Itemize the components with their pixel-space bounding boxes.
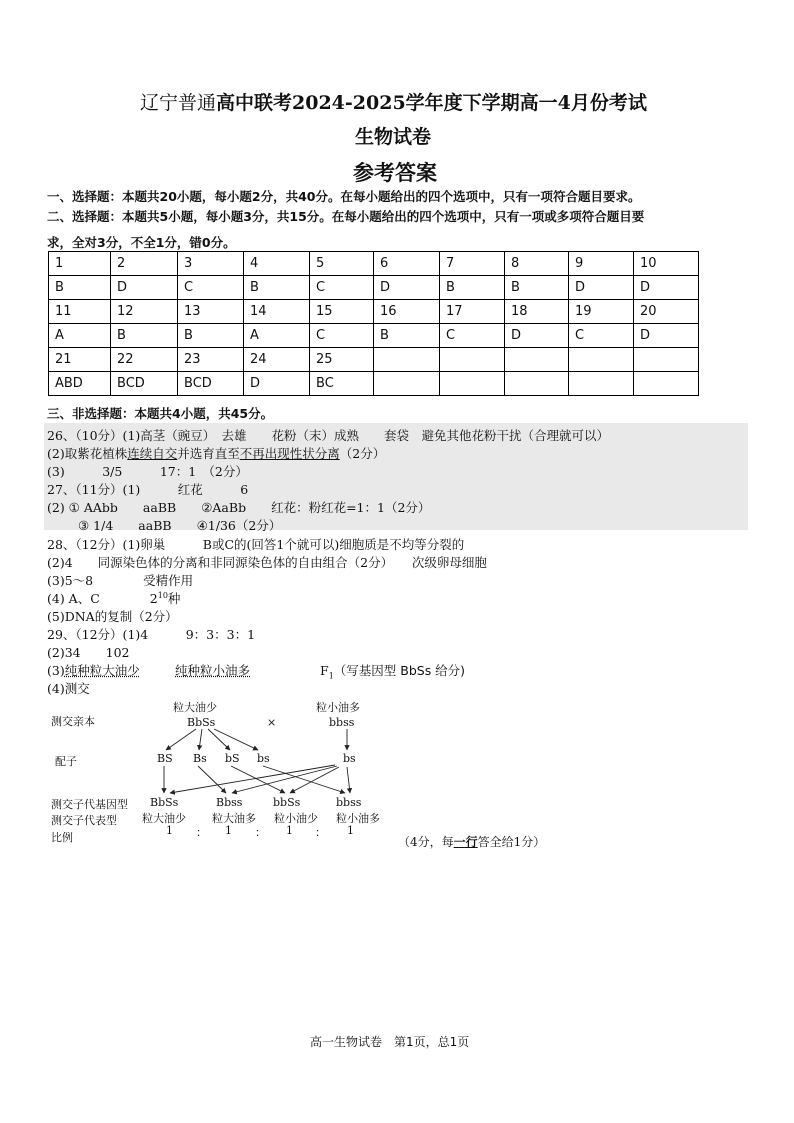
answer-table-cell: C: [310, 324, 374, 348]
page-footer: 高一生物试卷 第1页，总1页: [310, 1035, 470, 1049]
diagram-ratio-label: 比例: [51, 831, 73, 844]
answer-table-cell: 22: [111, 348, 178, 372]
q26-line3: (3) 3/5 17：1 （2分）: [47, 464, 248, 479]
section-2-heading-line2: 求，全对3分，不全1分，错0分。: [47, 235, 236, 250]
q29-line2: (2)34 102: [47, 645, 130, 660]
diagram-ratio: 1: [225, 824, 232, 837]
arrow-p1-to-bs: [214, 729, 258, 750]
answer-table-cell: ABD: [49, 372, 111, 396]
answer-table-cell: 23: [178, 348, 244, 372]
diagram-offspring-genotype: bbss: [336, 796, 362, 809]
q28-line3: (3)5～8 受精作用: [47, 573, 194, 588]
diagram-offspring-phenotype: 粒小油多: [336, 812, 380, 825]
answer-table-cell: 4: [244, 252, 310, 276]
answer-table-cell: B: [111, 324, 178, 348]
answer-table-cell: 20: [634, 300, 699, 324]
answer-table-cell: 18: [505, 300, 569, 324]
answer-table-cell: D: [569, 276, 634, 300]
diagram-gamete-label: 配子: [55, 755, 77, 768]
q26-underline-a: 连续自交: [127, 446, 178, 461]
answer-table-cell: A: [49, 324, 111, 348]
answer-table-cell: B: [505, 276, 569, 300]
q28-l4-exponent: 10: [157, 590, 168, 600]
answer-table-cell: BCD: [178, 372, 244, 396]
q29-note: （写基因型 BbSs 给分): [333, 663, 466, 678]
diagram-offspring-phenotype: 粒小油少: [274, 812, 318, 825]
answer-table-cell: BCD: [111, 372, 178, 396]
q26-text-c: 并选育直至: [177, 446, 240, 461]
diagram-ratio: 1: [347, 824, 354, 837]
q28-l4-text: (4) A、C 2: [47, 591, 158, 606]
q27-line1: 27、（11分）(1) 红花 6: [47, 482, 249, 497]
diagram-parent2-phenotype: 粒小油多: [316, 701, 360, 714]
q29-f-label: F: [320, 663, 329, 678]
diagram-offspring-phenotype: 粒大油多: [212, 812, 256, 825]
answer-table-cell: 10: [634, 252, 699, 276]
answer-table-cell: D: [244, 372, 310, 396]
answer-table-cell: B: [440, 276, 505, 300]
answer-table-cell: D: [374, 276, 440, 300]
section-1-heading: 一、选择题：本题共20小题，每小题2分，共40分。在每小题给出的四个选项中，只有一项符合题目要求。: [47, 189, 641, 204]
diagram-offspring-genotype: bbSs: [273, 796, 301, 809]
answer-table-cell: 15: [310, 300, 374, 324]
answer-table-cell: D: [634, 276, 699, 300]
answer-table-cell: 2: [111, 252, 178, 276]
diagram-parent1-phenotype: 粒大油少: [173, 701, 217, 714]
diagram-parent2-genotype: bbss: [329, 716, 355, 729]
diagram-gamete: Bs: [193, 752, 207, 765]
diagram-ratio-sep: ：: [315, 826, 326, 839]
q29-line4: (4)测交: [47, 681, 90, 696]
diagram-gamete-parent2: bs: [343, 752, 356, 765]
answer-table-cell: 21: [49, 348, 111, 372]
q27-line3: ③ 1/4 aaBB ④1/36（2分）: [78, 518, 282, 533]
answer-table-cell: C: [178, 276, 244, 300]
diagram-gamete: BS: [157, 752, 173, 765]
diagram-gamete: bs: [257, 752, 270, 765]
answer-table-cell: 7: [440, 252, 505, 276]
answer-table-cell: 25: [310, 348, 374, 372]
diagram-offspring-genotype: BbSs: [150, 796, 179, 809]
arrow-p1-to-bS: [208, 729, 230, 750]
q29-l3-label: (3): [47, 663, 65, 678]
answer-table-cell: 11: [49, 300, 111, 324]
arrow-p2bs-to-bbss: [347, 767, 350, 793]
diagram-parent-label: 测交亲本: [51, 715, 95, 728]
diagram-ratio: 1: [286, 824, 293, 837]
diagram-genotype-label: 测交子代基因型: [51, 798, 128, 811]
answer-table-cell: 13: [178, 300, 244, 324]
q29-line1: 29、（12分）(1)4 9：3：3：1: [47, 627, 256, 642]
answer-table-cell: 3: [178, 252, 244, 276]
diagram-offspring-genotype: Bbss: [216, 796, 243, 809]
answer-table-cell: 24: [244, 348, 310, 372]
q29-answer-a: 纯种粒大油少: [64, 663, 140, 678]
answer-table-cell: D: [505, 324, 569, 348]
arrow-p2bs-to-BbSs: [170, 765, 335, 793]
diagram-cross-symbol: ×: [267, 716, 277, 729]
diagram-ratio: 1: [166, 824, 173, 837]
q28-line5: (5)DNA的复制（2分）: [47, 609, 178, 624]
q28-l4-unit: 种: [167, 591, 181, 606]
arrow-p1-to-Bs: [199, 729, 202, 750]
q28-line2: (2)4 同源染色体的分离和非同源染色体的自由组合（2分） 次级卵母细胞: [47, 555, 487, 570]
q29-answer-b: 纯种粒小油多: [175, 663, 251, 678]
answer-table-cell: D: [111, 276, 178, 300]
diagram-ratio-sep: ：: [255, 826, 266, 839]
exam-title-prefix: 辽宁普通: [140, 92, 217, 114]
q26-text-a: (2)取紫花植株: [47, 446, 128, 461]
answer-table-cell: C: [310, 276, 374, 300]
exam-title-main: 高中联考2024-2025学年度下学期高一4月份考试: [216, 92, 647, 114]
answer-table-cell: 19: [569, 300, 634, 324]
answer-table-cell: D: [634, 324, 699, 348]
section-2-heading-line1: 二、选择题：本题共5小题，每小题3分，共15分。在每小题给出的四个选项中，只有一项或多项符合题目要: [47, 209, 645, 224]
diagram-phenotype-label: 测交子代表型: [51, 814, 117, 827]
answer-table-cell: C: [569, 324, 634, 348]
section-3-heading: 三、非选择题：本题共4小题，共45分。: [47, 406, 274, 421]
diagram-gamete: bS: [225, 752, 240, 765]
arrow-p1-to-BS: [166, 729, 196, 750]
answer-table-cell: 16: [374, 300, 440, 324]
answer-table-cell: 12: [111, 300, 178, 324]
q26-line1: 26、（10分）(1)高茎（豌豆） 去雄 花粉（末）成熟 套袋 避免其他花粉干扰（合理就可以）: [47, 428, 610, 443]
arrow-p2bs-to-bbSs: [290, 767, 339, 793]
answer-table-cell: B: [244, 276, 310, 300]
answer-table-cell: A: [244, 324, 310, 348]
answer-table-cell: B: [374, 324, 440, 348]
answer-table-cell: 8: [505, 252, 569, 276]
answer-table-cell: 5: [310, 252, 374, 276]
arrow-bS-down: [231, 766, 285, 793]
q27-line2: (2) ① AAbb aaBB ②AaBb 红花：粉红花=1：1（2分）: [47, 500, 431, 515]
answer-table-cell: 14: [244, 300, 310, 324]
answer-table-cell: 9: [569, 252, 634, 276]
arrow-Bs-down: [198, 766, 226, 793]
subject-title: 生物试卷: [355, 126, 432, 148]
note-text-c: 答全给1分）: [477, 835, 546, 849]
q26-points: （2分）: [339, 446, 386, 461]
answer-table-cell: BC: [310, 372, 374, 396]
note-emphasis: 一行: [453, 835, 478, 849]
answer-table-cell: 1: [49, 252, 111, 276]
answer-table-cell: 17: [440, 300, 505, 324]
answer-table-cell: 6: [374, 252, 440, 276]
diagram-ratio-sep: ：: [196, 826, 207, 839]
diagram-parent1-genotype: BbSs: [187, 716, 216, 729]
diagram-offspring-phenotype: 粒大油少: [142, 812, 186, 825]
answer-key-title: 参考答案: [353, 160, 437, 185]
q26-underline-b: 不再出现性状分离: [239, 446, 340, 461]
q28-line1: 28、（12分）(1)卵巢 B或C的(回答1个就可以)细胞质是不均等分裂的: [47, 537, 465, 552]
answer-table-cell: C: [440, 324, 505, 348]
note-text-a: （4分，每: [398, 835, 454, 849]
q29-f-sub: 1: [328, 671, 334, 681]
answer-table-cell: B: [49, 276, 111, 300]
answer-table-cell: B: [178, 324, 244, 348]
